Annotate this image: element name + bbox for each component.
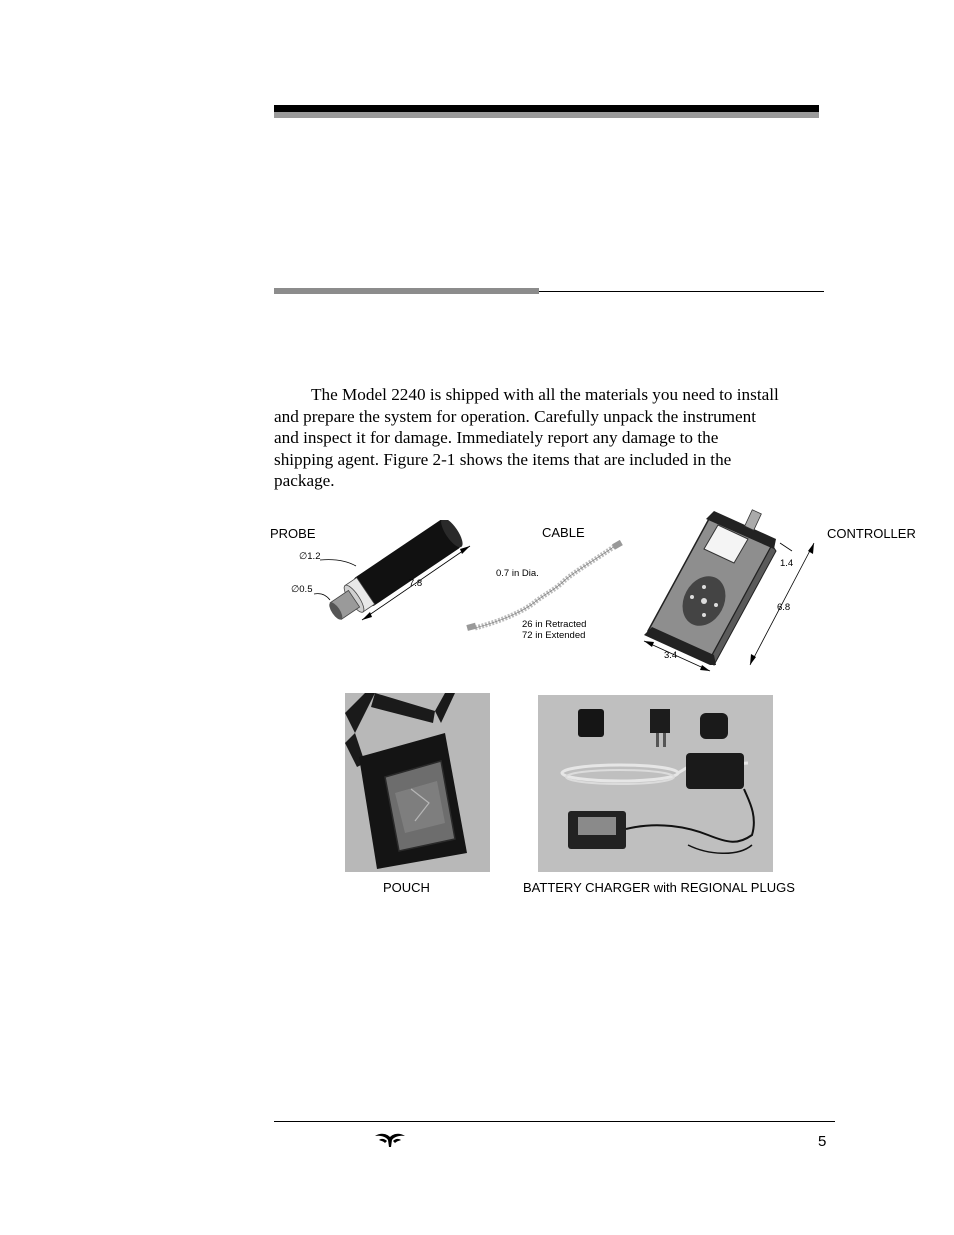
footer-rule	[274, 1121, 835, 1122]
intro-line: shipping agent. Figure 2-1 shows the items that are included in the	[274, 449, 732, 469]
probe-label: PROBE	[270, 526, 316, 541]
intro-line: and inspect it for damage. Immediately report any damage to the	[274, 428, 719, 447]
pouch-label: POUCH	[383, 880, 430, 895]
charger-label: BATTERY CHARGER with REGIONAL PLUGS	[523, 880, 795, 895]
pouch-photo	[345, 693, 490, 872]
cable-extended: 72 in Extended	[522, 630, 586, 641]
section-rule-thin	[539, 291, 824, 292]
intro-paragraph	[274, 384, 834, 492]
probe-drawing	[280, 520, 490, 630]
controller-label: CONTROLLER	[827, 526, 916, 541]
probe-dim-outer: ∅1.2	[299, 551, 321, 562]
controller-width: 3.4	[664, 650, 678, 661]
page-number: 5	[818, 1133, 827, 1150]
cable-diameter: 0.7 in Dia.	[496, 568, 539, 579]
section-rule-gray	[274, 288, 539, 294]
controller-height: 6.8	[777, 602, 791, 613]
cable-label: CABLE	[542, 525, 585, 540]
intro-line: and prepare the system for operation. Carefully unpack the instrument	[274, 406, 757, 426]
header-rule-black	[274, 105, 819, 112]
intro-line: package.	[274, 471, 335, 490]
probe-dim-inner: ∅0.5	[291, 584, 313, 595]
probe-dim-length: 7.8	[409, 578, 423, 589]
charger-photo	[538, 695, 773, 872]
controller-drawing	[630, 505, 830, 685]
header-rule-gray	[274, 112, 819, 118]
cable-retracted: 26 in Retracted	[522, 619, 587, 630]
intro-line: The Model 2240 is shipped with all the materials you need to install	[311, 385, 779, 404]
controller-depth: 1.4	[780, 558, 794, 569]
teledyne-logo-icon	[373, 1132, 407, 1148]
